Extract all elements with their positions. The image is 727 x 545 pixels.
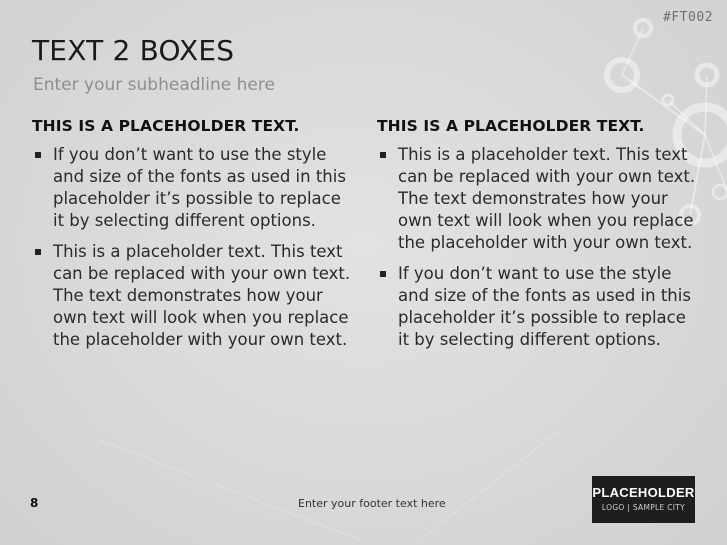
bullet-text: If you don’t want to use the style and size of the fonts as used in this placeholder it’s possible to replace it by selecting different options. bbox=[398, 264, 691, 349]
slide-code: #FT002 bbox=[663, 10, 713, 25]
list-item bbox=[32, 144, 352, 232]
right-text-box bbox=[377, 117, 702, 360]
bullet-text: If you don’t want to use the style and size of the fonts as used in this placeholder it’s possible to replace it by selecting different options. bbox=[53, 145, 346, 230]
logo-subtitle: LOGO | SAMPLE CITY bbox=[601, 503, 686, 512]
left-text-box bbox=[32, 117, 352, 360]
square-bullet-icon bbox=[380, 271, 386, 277]
logo bbox=[592, 476, 695, 523]
list-item bbox=[377, 144, 702, 254]
logo-title: PLACEHOLDER bbox=[592, 485, 695, 500]
slide-subtitle: Enter your subheadline here bbox=[33, 75, 275, 95]
bullet-text: This is a placeholder text. This text can be replaced with your own text. The text demonstrates how your own text will look when you replace the placeholder with your own text. bbox=[398, 145, 696, 252]
slide-title: TEXT 2 BOXES bbox=[32, 34, 235, 67]
footer-text: Enter your footer text here bbox=[298, 497, 446, 510]
square-bullet-icon bbox=[35, 249, 41, 255]
right-box-heading: THIS IS A PLACEHOLDER TEXT. bbox=[377, 117, 645, 135]
square-bullet-icon bbox=[380, 152, 386, 158]
left-box-heading: THIS IS A PLACEHOLDER TEXT. bbox=[32, 117, 300, 135]
page-number: 8 bbox=[30, 496, 39, 510]
right-bullet-list bbox=[377, 144, 702, 351]
list-item bbox=[32, 241, 352, 351]
bullet-text: This is a placeholder text. This text can be replaced with your own text. The text demonstrates how your own text will look when you replace the placeholder with your own text. bbox=[53, 242, 351, 349]
square-bullet-icon bbox=[35, 152, 41, 158]
list-item bbox=[377, 263, 702, 351]
left-bullet-list bbox=[32, 144, 352, 351]
